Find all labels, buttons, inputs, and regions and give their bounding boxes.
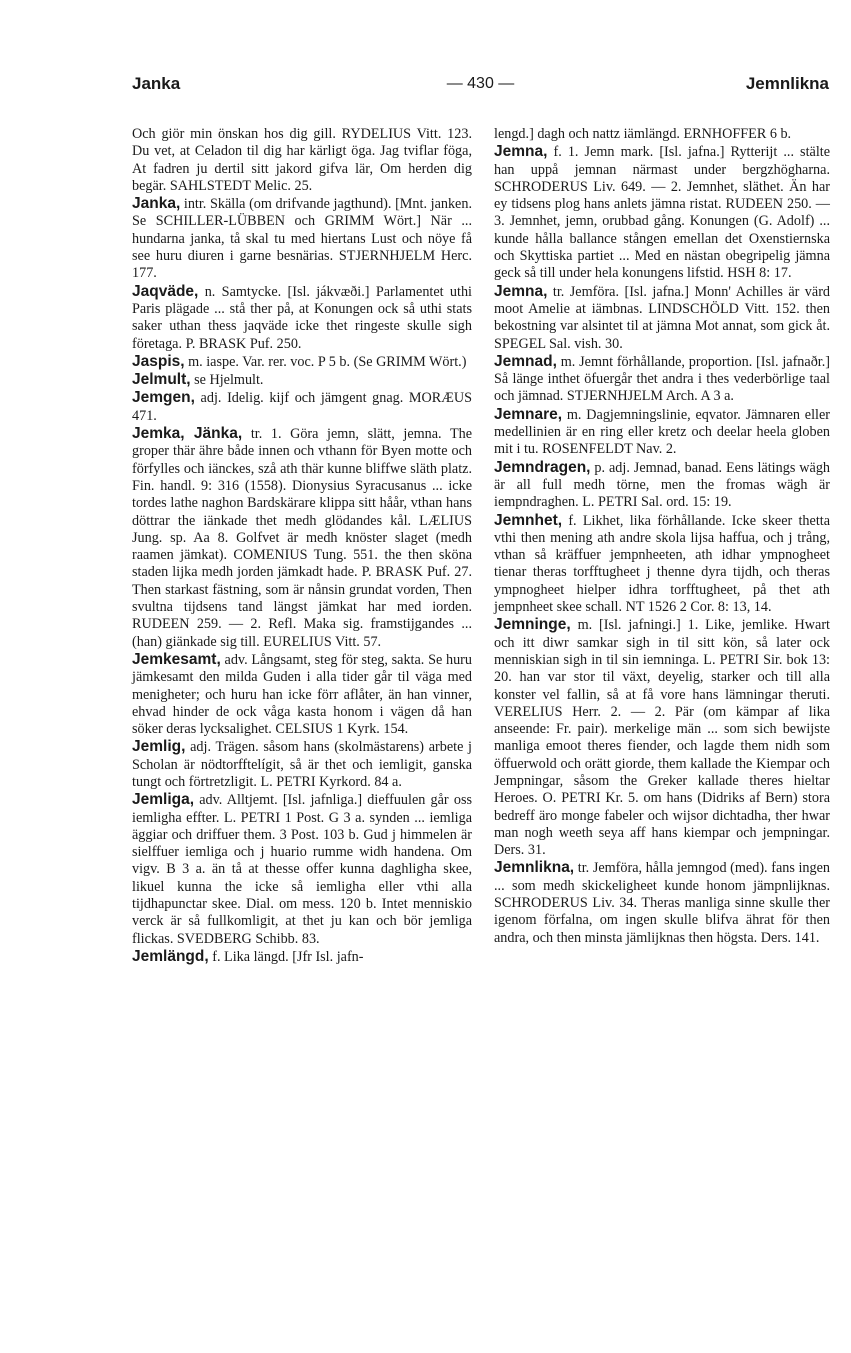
entry-headword: Jelmult, — [132, 371, 191, 389]
dictionary-entry — [132, 283, 472, 353]
entry-text: p. adj. Jemnad, banad. Eens lätings wägh är all full medh törne, men the fromas wägh är iempndraghen. L. PETRI Sal. ord. 15: 19. — [494, 459, 831, 511]
dictionary-entry — [132, 948, 472, 966]
dictionary-entry — [132, 651, 472, 738]
entry-headword: Jemkesamt, — [132, 650, 221, 668]
entry-headword: Jemnad, — [494, 352, 557, 370]
entry-headword: Jemndragen, — [494, 458, 591, 476]
entry-headword: Jemlig, — [132, 738, 186, 756]
entry-text: adj. Trägen. såsom hans (skolmästarens) arbete j Scholan är nödtorfftelígit, så är thet och iemligit, ganska tungt och förtretzligit. L. PETRI Kyrkord. 84 a. — [132, 739, 473, 790]
dictionary-entry — [132, 371, 472, 389]
entry-text: tr. Jemföra. [Isl. jafna.] Monn' Achilles är värd moot Amelie at iämbnas. LINDSCHÖLD Vitt. 152. then bekostning var alsintet til at jämna Mot annat, som gick åt. SPEGEL Sal. vish. 30. — [494, 283, 831, 352]
entry-text: f. Lika längd. [Jfr Isl. jafn- — [212, 948, 364, 965]
dictionary-entry — [494, 126, 830, 143]
dictionary-entry — [494, 459, 830, 512]
entry-text: tr. 1. Göra jemn, slätt, jemna. The groper thär ähre både innen och vthann för Byen motte och förfylles och iänckes, szå ath thär kunne bliffwe släth platz. Fin. handl. 9: 316 (1558). Dionysius Syracusanus ... icke tordes lathe naghon Bardskärare klippa sitt håår, vthan hans döttrar the iänkade thet medh glödandes kål. LÆLIUS Jung. sp. Aa 8. Golfvet är medh knöster slaget (medh raamen jämkat). COMENIUS Tung. 551. the then sköna staden lijka medh jorden jämkadt hade. P. BRASK Puf. 27. Then starkast fästning, som är nånsin grundat vorden, Then svultna tijdsens tand längst jämkat har med iorden. RUDEEN 259. — 2. Refl. Maka sig. framstijgandes ... (han) giänkade sig till. EURELIUS Vitt. 57. — [132, 426, 472, 650]
running-header — [132, 74, 829, 104]
dictionary-entry — [132, 791, 472, 948]
entry-text: m. iaspe. Var. rer. voc. P 5 b. (Se GRIMM Wört.) — [188, 353, 467, 370]
entry-text: intr. Skälla (om drifvande jagthund). [Mnt. janken. Se SCHILLER-LÜBBEN och GRIMM Wört.] När ... hundarna janka, tå skal tu med hiertans Lust och nöye få see huru diuren i garne besnärias. STJERNHJELM Herc. 177. — [132, 196, 472, 282]
dictionary-entry — [132, 425, 472, 651]
entry-headword: Jemna, — [494, 282, 548, 300]
entry-text: tr. Jemföra, hålla jemngod (med). fans ingen ... som medh skickeligheet kunde honom jämpnlijknas. SCHRODERUS Liv. 34. Theras manliga sinne skulle ther igenom förfalna, om ingen skulle blifva ährat för then andra, och then minsta jämlijknas then högsta. Ders. 141. — [494, 860, 830, 946]
right-column — [494, 126, 830, 947]
entry-headword: Janka, — [132, 195, 181, 213]
entry-headword: Jemninge, — [494, 616, 571, 634]
dictionary-entry — [494, 353, 830, 406]
entry-headword: Jemna, — [494, 143, 548, 161]
entry-text: f. 1. Jemn mark. [Isl. jafna.] Rytterijt ... stälte han uppå jemnan närmast under bergzhögharna. SCHRODERUS Liv. 649. — 2. Jemnhet, släthet. Än har ey tidsens plog hans anlets jämna ristat. RUDEEN 250. — 3. Jemnhet, jemn, orubbad gång. Konungen (G. Adolf) ... kunde hålla ballance stången emellan det Oxenstiernska och Skyttiska partiet ... Med en nästan obegripelig jämna geck så till under hela konungens lifstid. HSH 8: 17. — [494, 144, 830, 282]
entry-headword: Jaqväde, — [132, 282, 199, 300]
entry-text: se Hjelmult. — [194, 372, 264, 389]
entry-text: m. Jemnt förhållande, proportion. [Isl. jafnaðr.] Så länge inthet öfuergår thet andra i thes vederbörlige taal och jämnad. STJERNHJELM Arch. A 3 a. — [494, 353, 830, 405]
header-left-guideword: Janka — [132, 74, 181, 93]
dictionary-entry — [494, 512, 830, 617]
entry-headword: Jemnlikna, — [494, 859, 575, 877]
dictionary-entry — [132, 195, 472, 282]
dictionary-entry — [494, 406, 830, 459]
entry-text: adv. Långsamt, steg för steg, sakta. Se huru jämkesamt den milda Guden i alla tider går til väga med menigheter; och huru han icke förr aflåter, än han vinner, ehvad hinder de ock våga kasta honom i vägen då han söker deras lycksalighet. CELSIUS 1 Kyrk. 154. — [132, 651, 473, 738]
entry-text: adv. Alltjemt. [Isl. jafnliga.] dieffuulen går oss iemligha effter. L. PETRI 1 Post. G 3 a. synden ... iemliga äggiar och driffuer them. 3 Post. 103 b. Gud j himmelen är sielffuer iemliga och j huario rumme widh handena. Om vigv. B 3 a. än tå at thesse offer kunna daghligha skee, likuel kunna the icke så iemligha eller vthi alla tijdhapunctar skee. Dial. om mess. 120 b. Intet menniskio verck är så fullkomligit, at thet ju kan och bör jemliga flickas. SVEDBERG Schibb. 83. — [132, 792, 473, 947]
left-column — [132, 126, 472, 966]
dictionary-entry — [132, 353, 472, 371]
dictionary-entry — [494, 859, 830, 946]
dictionary-entry — [132, 738, 472, 791]
entry-text: adj. Idelig. kijf och jämgent gnag. MORÆUS 471. — [132, 390, 473, 424]
entry-text: m. Dagjemningslinie, eqvator. Jämnaren eller medellinien är en ring eller kretz och deelar heela globen mit i tu. ROSENFELDT Nav. 2. — [494, 406, 830, 458]
entry-headword: Jemlängd, — [132, 947, 209, 965]
dictionary-entry — [494, 143, 830, 282]
header-right-guideword: Jemnlikna — [745, 74, 829, 93]
page-number: — 430 — — [446, 75, 515, 92]
entry-headword: Jaspis, — [132, 352, 185, 370]
entry-headword: Jemnhet, — [494, 511, 563, 529]
dictionary-entry — [132, 126, 472, 195]
entry-text: m. [Isl. jafningi.] 1. Like, jemlike. Hwart och itt diwr samkar sigh in til sitt kön, så later ock menniskian sigh in til sin iemninga. L. PETRI Sir. bok 13: 20. han var stor til växt, deyelig, starker och till alla konster vel fallin, så at få vore hans lämningar theruti. VERELIUS Herr. 2. — 2. Pär (om kämpar af lika anseende: Fr. pair). merkelige män ... som sich bewijste manliga emoot theres fiender, och lagde them nidh som öffuerwold och orätt giorde, them kallade the Kiempar och Jempningar, såsom the Greker kallade theres hieltar Heroes. O. PETRI Kr. 5. om hans (Didriks af Bern) stora bedreff äro monge fabeler och wijsor dichtadha, ther hwar man nogh weeth seya aff hans kiempar och jempningar. Ders. 31. — [494, 617, 831, 859]
entry-headword: Jemnare, — [494, 405, 563, 423]
dictionary-entry — [132, 389, 472, 425]
entry-headword: Jemliga, — [132, 791, 195, 809]
entry-text: Och giör min önskan hos dig gill. RYDELIUS Vitt. 123. Du vet, at Celadon til dig har kärligt öga. Jag tviflar föga, At fadren ju dertil sitt jakord gifva lär, Om herden dig begär. SAHLSTEDT Melic. 25. — [132, 126, 472, 194]
dictionary-entry — [494, 283, 830, 353]
entry-headword: Jemgen, — [132, 389, 195, 407]
entry-text: lengd.] dagh och nattz iämlängd. ERNHOFFER 6 b. — [494, 126, 792, 142]
entry-headword: Jemka, Jänka, — [132, 425, 243, 443]
dictionary-entry — [494, 616, 830, 859]
entry-text: n. Samtycke. [Isl. jákvæði.] Parlamentet uthi Paris plägade ... stå ther på, at Konungen ock så uthi stats saker uthan thess jaqväde icke thet ringeste skulle sigh företaga. P. BRASK Puf. 250. — [132, 283, 473, 352]
entry-text: f. Likhet, lika förhållande. Icke skeer thetta vthi then mening ath andre skola lijsa haffua, och j trång, vthan så kräffuer jempnheeten, ath idhar ympnogheet tienar theras torfftugheet j thenne dyra tijdh, och theras ympnogheet hielper idhra torfftugheet, på thet ath jempnheet skee schall. NT 1526 2 Cor. 8: 13, 14. — [494, 512, 831, 616]
